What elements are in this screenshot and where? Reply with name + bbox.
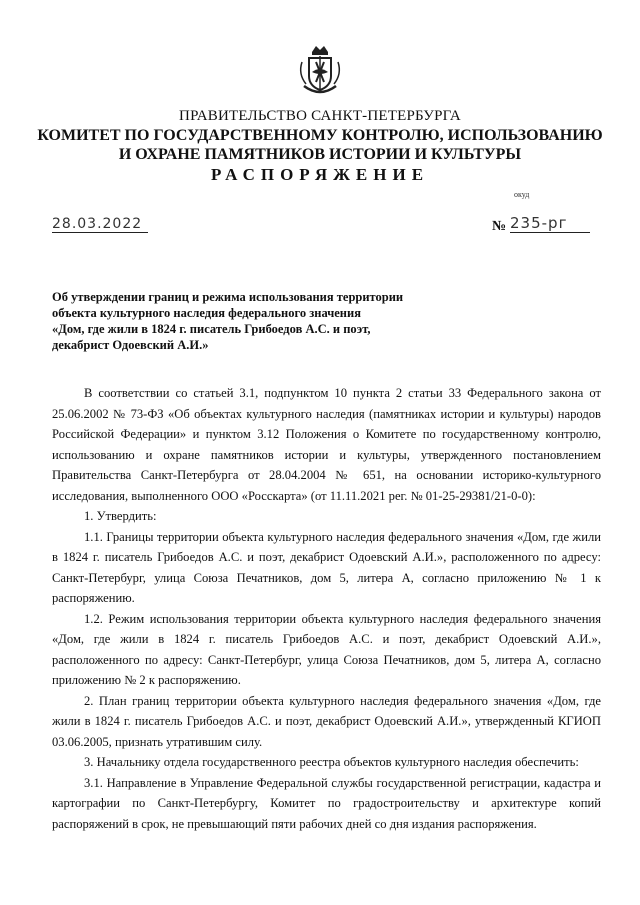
committee-name-line2: И ОХРАНЕ ПАМЯТНИКОВ ИСТОРИИ И КУЛЬТУРЫ xyxy=(118,146,522,163)
subject-line: объекта культурного наследия федерального значения xyxy=(52,306,361,320)
coat-of-arms-icon xyxy=(296,42,344,100)
okud-label: окуд xyxy=(514,190,530,199)
clause-3-1: 3.1. Направление в Управление Федеральной службы государственной регистрации, кадастра и картографии по Санкт-Петербургу, Комитет по градостроительству и архитектуре копий распоряжений в срок, не превышающий пяти рабочих дней со дня издания распоряжения. xyxy=(52,775,601,831)
preamble-paragraph: В соответствии со статьей 3.1, подпунктом 10 пункта 2 статьи 33 Федерального закона от 25.06.2002 № 73-ФЗ «Об объектах культурного наследия (памятниках истории и культуры) народов Российской Федерации» и пунктом 3.12 Положения о Комитете по государственному контролю, использованию и охране памятников истории и культуры, утвержденного постановлением Правительства Санкт-Петербурга от 28.04.2004 № 651, на основании историко-культурного исследования, выполненного ООО «Росскарта» (от 11.11.2021 рег. № 01-25-29381/21-0-0): xyxy=(52,386,601,503)
clause-2: 2. План границ территории объекта культурного наследия федерального значения «Дом, где жили в 1824 г. писатель Грибоедов А.С. и поэт, декабрист Одоевский А.И.», утвержденный КГИОП 03.06.2005, признать утратившим силу. xyxy=(52,693,601,749)
clause-1-2: 1.2. Режим использования территории объекта культурного наследия федерального значения «Дом, где жили в 1824 г. писатель Грибоедов А.С. и поэт, декабрист Одоевский А.И.», расположенного по адресу: Санкт-Петербург, улица Союза Печатников, дом 5, литера А, согласно приложению № 2 к распоряжению. xyxy=(52,611,601,687)
clause-3: 3. Начальнику отдела государственного реестра объектов культурного наследия обеспечить: xyxy=(84,755,579,769)
subject-line: декабрист Одоевский А.И.» xyxy=(52,338,209,352)
subject-line: «Дом, где жили в 1824 г. писатель Грибоедов А.С. и поэт, xyxy=(52,322,371,336)
committee-name-line1: КОМИТЕТ ПО ГОСУДАРСТВЕННОМУ КОНТРОЛЮ, ИСПОЛЬЗОВАНИЮ xyxy=(37,127,603,144)
document-type: РАСПОРЯЖЕНИЕ xyxy=(210,165,430,184)
document-subject xyxy=(52,289,432,353)
document-body xyxy=(52,383,601,834)
document-date: 28.03.2022 xyxy=(52,216,148,233)
subject-line: Об утверждении границ и режима использования территории xyxy=(52,290,404,304)
clause-1: 1. Утвердить: xyxy=(84,509,157,523)
number-sign: № xyxy=(492,219,507,234)
document-number: 235-рг xyxy=(510,214,590,233)
government-name: ПРАВИТЕЛЬСТВО САНКТ-ПЕТЕРБУРГА xyxy=(179,108,461,124)
clause-1-1: 1.1. Границы территории объекта культурного наследия федерального значения «Дом, где жили в 1824 г. писатель Грибоедов А.С. и поэт, декабрист Одоевский А.И.», расположенного по адресу: Санкт-Петербург, улица Союза Печатников, дом 5, литера А, согласно приложению № 1 к распоряжению. xyxy=(52,529,601,605)
